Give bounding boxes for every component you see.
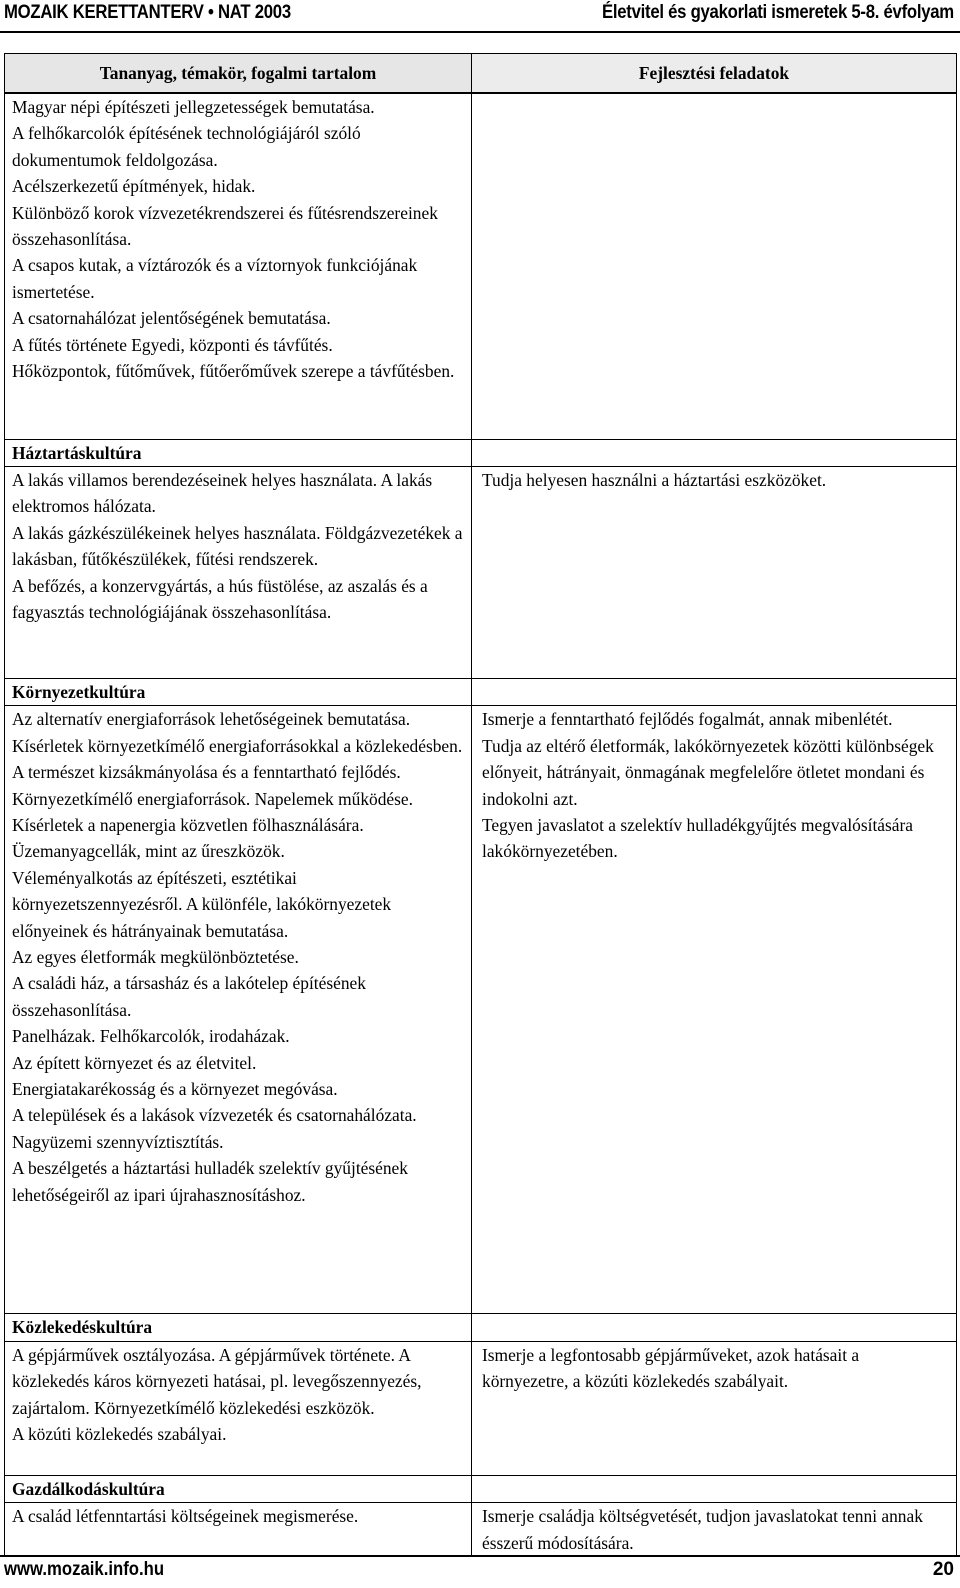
content-line: A lakás villamos berendezéseinek helyes használata. A lakás elektromos hálózata.: [12, 469, 433, 517]
footer-rule: [0, 1555, 960, 1557]
section-title-gazdalkodas: Gazdálkodáskultúra: [5, 1475, 472, 1502]
haztartas-development-cell: [472, 466, 957, 678]
development-line: Tegyen javaslatot a szelektív hulladékgyűjtés megvalósítására lakókörnyezetében.: [482, 814, 913, 862]
table-row-gazdalkodas: [5, 1503, 957, 1557]
development-line: Ismerje a fenntartható fejlődés fogalmát, annak mibenlétét.: [482, 709, 893, 730]
development-line: Tudja az eltérő életformák, lakókörnyezetek közötti különbségek előnyeit, hátrányait, önmagának megfelelőre ötletet mondani és indokolni azt.: [482, 735, 934, 809]
content-line: A befőzés, a konzervgyártás, a hús füstölése, az aszalás és a fagyasztás technológiájának összehasonlítása.: [12, 575, 428, 622]
section-heading-empty: [472, 678, 957, 705]
content-line: Az egyes életformák megkülönböztetése.: [12, 946, 299, 967]
content-line: Energiatakarékosság és a környezet megóvása.: [12, 1079, 338, 1099]
section-heading-empty: [472, 1475, 957, 1502]
haztartas-content-cell: [5, 466, 472, 678]
section-title-kozlekedes: Közlekedéskultúra: [5, 1314, 472, 1341]
header-subject-title: Életvitel és gyakorlati ismeretek 5-8. évfolyam: [602, 2, 954, 23]
content-line: A települések és a lakások vízvezeték és csatornahálózata.: [12, 1105, 417, 1126]
kornyezet-content-cell: [5, 706, 472, 1314]
content-line: A beszélgetés a háztartási hulladék szelektív gyűjtésének lehetőségeiről az ipari újrahasznosításhoz.: [12, 1158, 408, 1205]
header-series-title: MOZAIK KERETTANTERV • NAT 2003: [4, 2, 291, 23]
header-rule: [0, 31, 960, 33]
content-line: A család létfenntartási költségeinek megismerése.: [12, 1506, 359, 1527]
content-line: Kísérletek a napenergia közvetlen fölhasználására.: [12, 814, 364, 835]
section-heading-empty: [472, 1314, 957, 1341]
content-line: A csatornahálózat jelentőségének bemutatása.: [12, 308, 331, 329]
content-line: Panelházak. Felhőkarcolók, irodaházak.: [12, 1026, 290, 1047]
column-header-development: Fejlesztési feladatok: [472, 54, 957, 94]
section-title-kornyezet: Környezetkultúra: [5, 678, 472, 705]
content-line: Az alternatív energiaforrások lehetőségeinek bemutatása.: [12, 709, 411, 730]
content-line: Magyar népi építészeti jellegzetességek bemutatása.: [12, 97, 375, 117]
gazdalkodas-development-cell: [472, 1503, 957, 1557]
content-line: A természet kizsákmányolása és a fenntartható fejlődés. Környezetkímélő energiaforrások. Napelemek működése.: [12, 762, 413, 809]
footer-website: www.mozaik.info.hu: [4, 1559, 165, 1580]
content-line: A csapos kutak, a víztározók és a víztornyok funkciójának ismertetése.: [12, 255, 418, 302]
content-line: A fűtés története Egyedi, központi és távfűtés.: [12, 334, 333, 355]
section-heading-empty: [472, 439, 957, 466]
content-line: A gépjárművek osztályozása. A gépjárművek története. A közlekedés káros környezeti hatásai, pl. levegőszennyezés, zajártalom. Környezetkímélő közlekedési eszközök.: [12, 1344, 422, 1418]
table-row-kornyezet: [5, 706, 957, 1314]
development-line: Tudja helyesen használni a háztartási eszközöket.: [482, 469, 827, 490]
section-title-haztartas: Háztartáskultúra: [5, 439, 472, 466]
intro-development-cell: [472, 93, 957, 439]
section-heading-row: [5, 439, 957, 466]
content-line: Kísérletek környezetkímélő energiaforrásokkal a közlekedésben.: [12, 735, 463, 756]
content-line: Az épített környezet és az életvitel.: [12, 1052, 257, 1073]
page-number: 20: [932, 1559, 954, 1580]
content-line: Véleményalkotás az építészeti, esztétikai környezetszennyezésről. A különféle, lakókörnyezetek előnyeinek és hátrányainak bemutatása.: [12, 867, 392, 941]
section-heading-row: [5, 1475, 957, 1502]
section-heading-row: [5, 1314, 957, 1341]
section-heading-row: [5, 678, 957, 705]
kozlekedes-development-cell: [472, 1341, 957, 1475]
content-line: A családi ház, a társasház és a lakótelep építésének összehasonlítása.: [12, 973, 366, 1020]
kozlekedes-content-cell: [5, 1341, 472, 1475]
content-line: Nagyüzemi szennyvíztisztítás.: [12, 1131, 224, 1152]
table-row-intro: [5, 93, 957, 439]
content-line: Hőközpontok, fűtőművek, fűtőerőművek szerepe a távfűtésben.: [12, 361, 455, 382]
gazdalkodas-content-cell: [5, 1503, 472, 1557]
content-line: A felhőkarcolók építésének technológiájáról szóló dokumentumok feldolgozása.: [12, 123, 361, 170]
content-line: A lakás gázkészülékeinek helyes használata. Földgázvezetékek a lakásban, fűtőkészülékek, fűtési rendszerek.: [12, 522, 463, 570]
kornyezet-development-cell: [472, 706, 957, 1314]
content-line: A közúti közlekedés szabályai.: [12, 1423, 227, 1444]
page-header: [0, 0, 960, 32]
content-line: Acélszerkezetű építmények, hidak.: [12, 176, 256, 197]
table-header-row: [5, 54, 957, 94]
curriculum-table: [4, 53, 957, 1557]
table-row-kozlekedes: [5, 1341, 957, 1475]
content-line: Különböző korok vízvezetékrendszerei és fűtésrendszereinek összehasonlítása.: [12, 202, 438, 250]
content-line: Üzemanyagcellák, mint az űreszközök.: [12, 841, 285, 862]
intro-content-cell: [5, 93, 472, 439]
table-row-haztartas: [5, 466, 957, 678]
development-line: Ismerje családja költségvetését, tudjon javaslatokat tenni annak ésszerű módosítására.: [482, 1506, 923, 1553]
development-line: Ismerje a legfontosabb gépjárműveket, azok hatásait a környezetre, a közúti közlekedés szabályait.: [482, 1344, 860, 1392]
column-header-content: Tananyag, témakör, fogalmi tartalom: [5, 54, 472, 94]
